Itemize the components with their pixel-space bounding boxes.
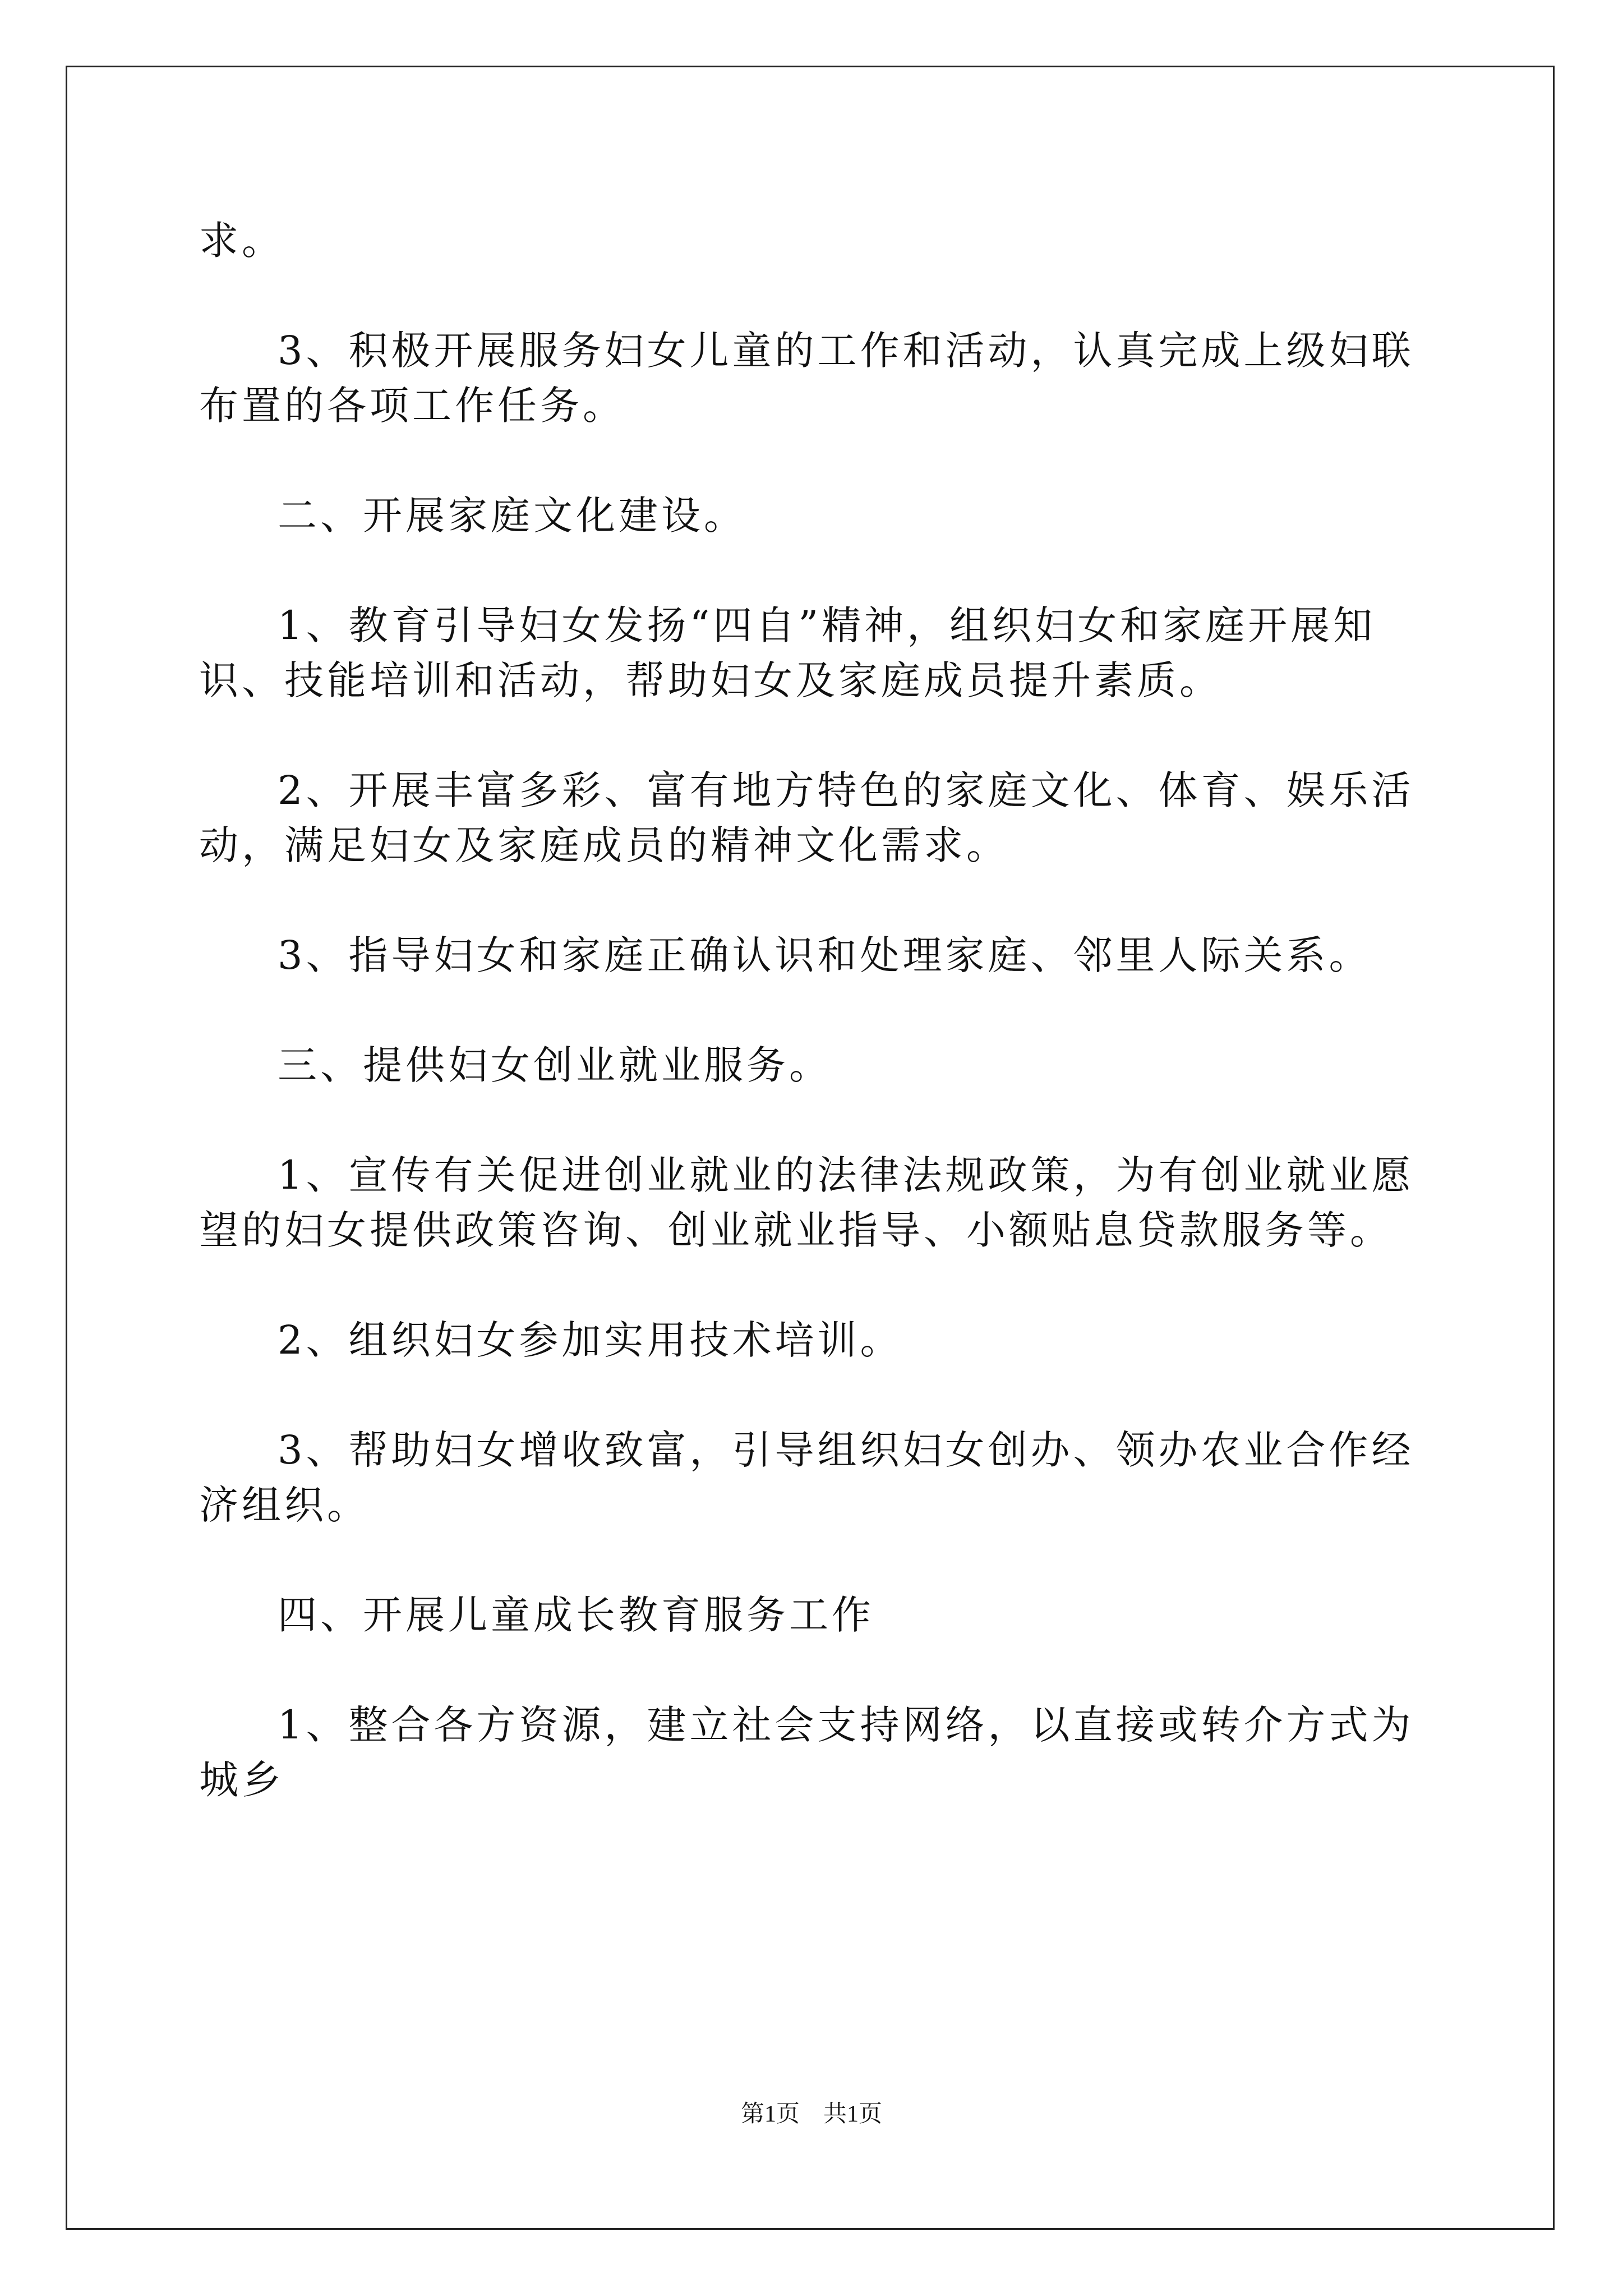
paragraph-item: 1、宣传有关促进创业就业的法律法规政策，为有创业就业愿望的妇女提供政策咨询、创业就业指导、小额贴息贷款服务等。: [199, 1152, 1414, 1253]
paragraph-item: 3、积极开展服务妇女儿童的工作和活动，认真完成上级妇联布置的各项工作任务。: [199, 328, 1414, 429]
paragraph-item: 3、指导妇女和家庭正确认识和处理家庭、邻里人际关系。: [278, 932, 1372, 978]
paragraph-item: 1、整合各方资源，建立社会支持网络，以直接或转介方式为城乡: [199, 1702, 1414, 1803]
document-body: [199, 213, 1422, 1862]
page-number-footer: 第1页 共1页: [740, 2101, 882, 2127]
paragraph-continuation: 求。: [199, 218, 284, 264]
paragraph-item: 2、组织妇女参加实用技术培训。: [278, 1317, 903, 1363]
paragraph-item: 2、开展丰富多彩、富有地方特色的家庭文化、体育、娱乐活动，满足妇女及家庭成员的精神文化需求。: [199, 767, 1414, 868]
section-heading: 二、开展家庭文化建设。: [278, 493, 746, 539]
paragraph-item: 3、帮助妇女增收致富，引导组织妇女创办、领办农业合作经济组织。: [199, 1427, 1414, 1528]
section-heading: 四、开展儿童成长教育服务工作: [278, 1592, 874, 1638]
section-heading: 三、提供妇女创业就业服务。: [278, 1042, 832, 1088]
paragraph-item: 1、教育引导妇女发扬“四自”精神，组织妇女和家庭开展知识、技能培训和活动，帮助妇女及家庭成员提升素质。: [199, 602, 1376, 703]
